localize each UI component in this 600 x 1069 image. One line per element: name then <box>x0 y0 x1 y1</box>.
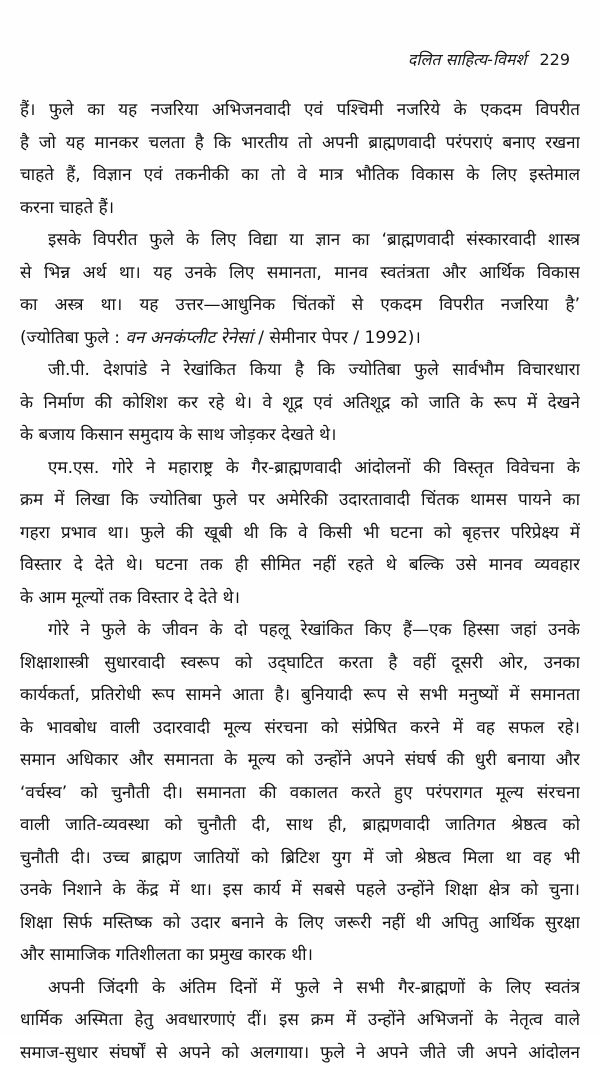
citation-line <box>20 322 580 355</box>
text-line: का अस्त्र था। यह उत्तर—आधुनिक चिंतकों से एकदम विपरीत नजरिया है’ <box>20 289 580 322</box>
text-line: के भावबोध वाली उदारवादी मूल्य संरचना को संप्रेषित करने में वह सफल रहे। <box>20 712 580 745</box>
text-line: ‘वर्चस्व’ को चुनौती दी। समानता की वकालत करते हुए परंपरागत मूल्य संरचना <box>20 777 580 810</box>
text-line: गहरा प्रभाव था। फुले की खूबी थी कि वे किसी भी घटना को बृहत्तर परिप्रेक्ष्य में <box>20 517 580 550</box>
running-head <box>408 48 570 70</box>
text-line: जी.पी. देशपांडे ने रेखांकित किया है कि ज्योतिबा फुले सार्वभौम विचारधारा <box>20 354 580 387</box>
text-line: विस्तार दे देते थे। घटना तक ही सीमित नहीं रहते थे बल्कि उसे मानव व्यवहार <box>20 549 580 582</box>
text-line: करना चाहते हैं। <box>20 192 580 225</box>
text-line: हैं। फुले का यह नजरिया अभिजनवादी एवं पश्चिमी नजरिये के एकदम विपरीत <box>20 94 580 127</box>
text-line: उनके निशाने के केंद्र में था। इस कार्य में सबसे पहले उन्होंने शिक्षा क्षेत्र को चुना। <box>20 874 580 907</box>
citation-suffix: / सेमीनार पेपर / 1992)। <box>253 328 421 348</box>
text-line: क्रम में लिखा कि ज्योतिबा फुले पर अमेरिकी उदारतावादी चिंतक थामस पायने का <box>20 484 580 517</box>
text-line: चुनौती दी। उच्च ब्राह्मण जातियों को ब्रिटिश युग में जो श्रेष्ठत्व मिला था वह भी <box>20 842 580 875</box>
text-line: एम.एस. गोरे ने महाराष्ट्र के गैर-ब्राह्मणवादी आंदोलनों की विस्तृत विवेचना के <box>20 452 580 485</box>
text-line: अपनी जिंदगी के अंतिम दिनों में फुले ने सभी गैर-ब्राह्मणों के लिए स्वतंत्र <box>20 972 580 1005</box>
text-line: के आम मूल्यों तक विस्तार दे देते थे। <box>20 582 580 615</box>
text-line: समाज-सुधार संघर्षों से अपने को अलगाया। फुले ने अपने जीते जी अपने आंदोलन <box>20 1037 580 1069</box>
text-line: के निर्माण की कोशिश कर रहे थे। वे शूद्र एवं अतिशूद्र को जाति के रूप में देखने <box>20 387 580 420</box>
text-line: के बजाय किसान समुदाय के साथ जोड़कर देखते थे। <box>20 419 580 452</box>
text-line: गोरे ने फुले के जीवन के दो पहलू रेखांकित किए हैं—एक हिस्सा जहां उनके <box>20 614 580 647</box>
text-line: कार्यकर्ता, प्रतिरोधी रूप सामने आता है। बुनियादी रूप से सभी मनुष्यों में समानता <box>20 679 580 712</box>
text-line: चाहते हैं, विज्ञान एवं तकनीकी का तो वे मात्र भौतिक विकास के लिए इस्तेमाल <box>20 159 580 192</box>
text-line: समान अधिकार और समानता के मूल्य को उन्होंने अपने संघर्ष की धुरी बनाया और <box>20 744 580 777</box>
text-line: वाली जाति-व्यवस्था को चुनौती दी, साथ ही, ब्राह्मणवादी जातिगत श्रेष्ठत्व को <box>20 809 580 842</box>
text-line: इसके विपरीत फुले के लिए विद्या या ज्ञान का ‘ब्राह्मणवादी संस्कारवादी शास्त्र <box>20 224 580 257</box>
text-line: है जो यह मानकर चलता है कि भारतीय तो अपनी ब्राह्मणवादी परंपराएं बनाए रखना <box>20 127 580 160</box>
citation-title: वन अनकंप्लीट रेनेसां <box>125 328 253 348</box>
body-text <box>20 94 580 1069</box>
text-line: शिक्षा सिर्फ मस्तिष्क को उदार बनाने के लिए जरूरी नहीं थी अपितु आर्थिक सुरक्षा <box>20 907 580 940</box>
text-line: शिक्षाशास्त्री सुधारवादी स्वरूप को उद्‌घाटित करता है वहीं दूसरी ओर, उनका <box>20 647 580 680</box>
text-line: और सामाजिक गतिशीलता का प्रमुख कारक थी। <box>20 939 580 972</box>
text-line: से भिन्न अर्थ था। यह उनके लिए समानता, मानव स्वतंत्रता और आर्थिक विकास <box>20 257 580 290</box>
citation-prefix: (ज्योतिबा फुले : <box>20 328 125 348</box>
text-line: धार्मिक अस्मिता हेतु अवधारणाएं दीं। इस क्रम में उन्होंने अभिजनों के नेतृत्व वाले <box>20 1004 580 1037</box>
running-head-title: दलित साहित्य-विमर्श <box>408 50 526 69</box>
page-number: 229 <box>539 50 570 69</box>
